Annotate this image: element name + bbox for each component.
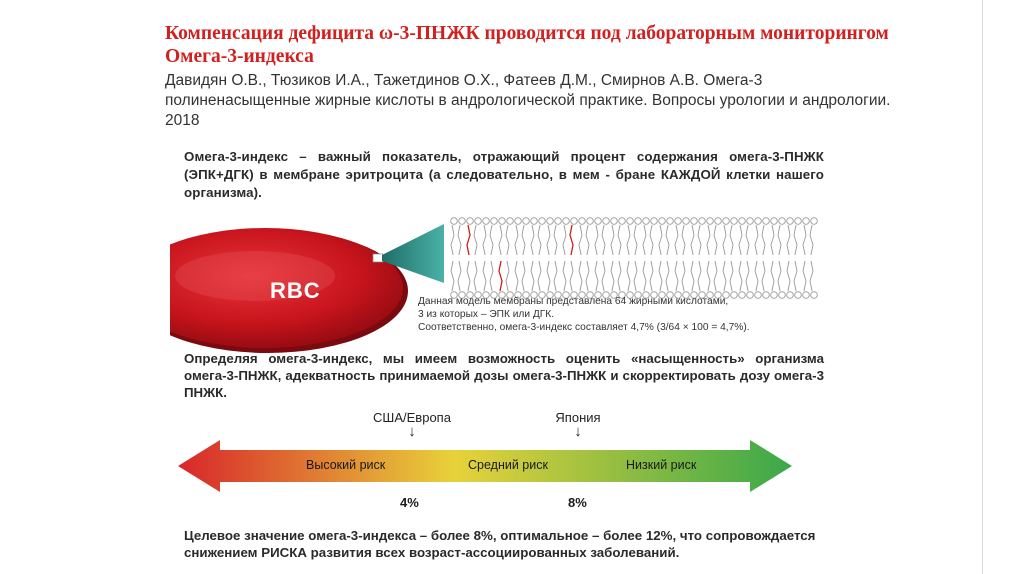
threshold-4-percent: 4% [400, 495, 419, 510]
marker-japan [538, 410, 618, 438]
omega3-chain [467, 225, 470, 255]
intro-paragraph: Омега-3-индекс – важный показатель, отражающий процент содержания омега-3-ПНЖК (ЭПК+ДГК) в мембране эритроцита (а следовательно, в мем - бране КАЖДОЙ клетки нашего организма). [184, 149, 824, 200]
marker-label: Япония [555, 410, 601, 425]
target-value-paragraph: Целевое значение омега-3-индекса – более 8%, оптимальное – более 12%, что сопровождается снижением РИСКА развития всех возраст-ассоциированных заболеваний. [184, 528, 816, 560]
slide-edge-divider [982, 0, 983, 574]
risk-medium-label: Средний риск [468, 458, 548, 472]
zoom-spot-marker [373, 254, 383, 262]
slide-title: Компенсация дефицита ω-3-ПНЖК проводится под лабораторным мониторингом Омега-3-индекса [165, 23, 889, 67]
down-arrow-icon: ↓ [408, 423, 416, 440]
marker-label: США/Европа [373, 410, 451, 425]
rbc-label: RBC [270, 278, 321, 303]
middle-paragraph: Определяя омега-3-индекс, мы имеем возможность оценить «насыщенность» организма омега-3-ПНЖК, адекватность принимаемой дозы омега-3-ПНЖК и скорректировать дозу омега-3 ПНЖК. [184, 351, 824, 400]
threshold-8-percent: 8% [568, 495, 587, 510]
omega3-index-figure [170, 148, 850, 574]
membrane-note-line: Соответственно, омега-3-индекс составляет 4,7% (3/64 × 100 = 4,7%). [418, 322, 750, 333]
membrane-note [418, 295, 838, 334]
citation-text: Давидян О.В., Тюзиков И.А., Тажетдинов О.Х., Фатеев Д.М., Смирнов А.В. Омега-3 полиненасыщенные жирные кислоты в андрологической практике. Вопросы урологии и андрологии. 2018 [165, 72, 891, 129]
omega3-chain [570, 225, 573, 255]
risk-high-label: Высокий риск [306, 458, 386, 472]
omega3-chain [499, 261, 502, 291]
down-arrow-icon: ↓ [574, 423, 582, 440]
risk-low-label: Низкий риск [626, 458, 697, 472]
membrane-note-line: 3 из которых – ЭПК или ДГК. [418, 309, 555, 320]
membrane-note-line: Данная модель мембраны представлена 64 жирными кислотами, [418, 296, 729, 307]
marker-usa-europe [362, 410, 462, 438]
membrane-model [451, 218, 818, 299]
